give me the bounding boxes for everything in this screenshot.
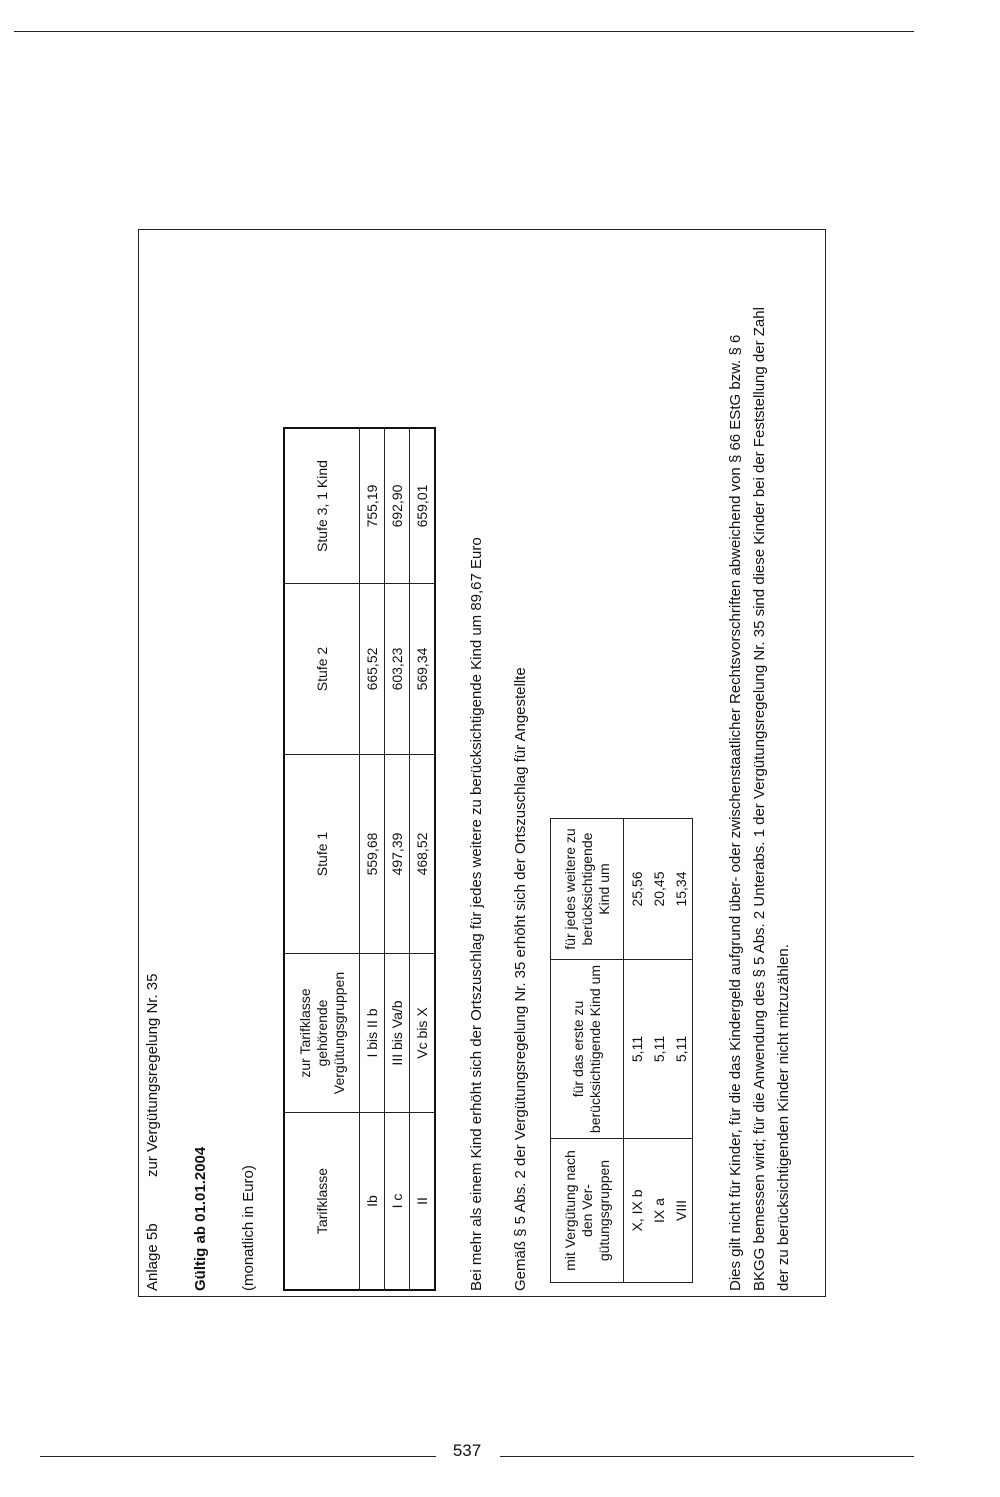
table-cell: 692,90 [385, 428, 410, 584]
table-cell: 603,23 [385, 584, 410, 755]
table-cell: III bis Va/b [385, 954, 410, 1113]
col-header: für jedes weitere zu berücksichtigende Kind um [551, 819, 624, 960]
tarif-table [283, 427, 436, 1291]
table-cell: Ib [360, 1113, 385, 1291]
table-row [624, 819, 693, 1283]
footnote: Dies gilt nicht für Kinder, für die das Kindergeld aufgrund über- oder zwischenstaatlicher Rechtsvorschriften abweichend von § 66 EStG bzw. § 6 BKGG bemessen wird; für die Anwendung des § 5 Abs. 2 Unterabs. 1 der Vergütungsregelung Nr. 35 sind diese Kinder bei der Feststellung der Zahl der zu berücksichtigenden Kinder nicht mitzuzählen. [727, 307, 792, 1291]
col-header: Stufe 1 [284, 755, 360, 954]
table-cell: X, IX b [629, 1189, 645, 1232]
table-cell: 25,56 [629, 871, 645, 907]
table-row [410, 428, 436, 1290]
table-cell: 5,11 [651, 1035, 667, 1063]
bottom-rule-left [40, 1456, 436, 1457]
table-cell: I bis II b [360, 954, 385, 1113]
table-header-row [284, 428, 360, 1290]
col-first-child [624, 960, 693, 1139]
col-further-children [624, 819, 693, 960]
table-cell: 5,11 [673, 1035, 689, 1063]
col-header: Stufe 3, 1 Kind [284, 428, 360, 584]
table-row [385, 428, 410, 1290]
table-cell: 497,39 [385, 755, 410, 954]
table-cell: VIII [673, 1200, 689, 1222]
page-number: 537 [452, 1441, 482, 1460]
col-groups [624, 1139, 693, 1283]
note-additional-child: Bei mehr als einem Kind erhöht sich der Ortszuschlag für jedes weitere zu berücksichtigende Kind um 89,67 Euro [468, 537, 485, 1291]
col-header: für das erste zu berücksichtigende Kind um [551, 960, 624, 1139]
table-cell: 20,45 [651, 871, 667, 907]
bottom-rule-right [500, 1456, 914, 1457]
rotated-content [138, 229, 826, 1297]
table-cell: IX a [651, 1198, 667, 1223]
table-cell: I c [385, 1113, 410, 1291]
table-cell: Vc bis X [410, 954, 436, 1113]
note-section-5: Gemäß § 5 Abs. 2 der Vergütungsregelung Nr. 35 erhöht sich der Ortszuschlag für Angestellte [512, 667, 529, 1291]
table-cell: 665,52 [360, 584, 385, 755]
table-cell: II [410, 1113, 436, 1291]
table-cell: 659,01 [410, 428, 436, 584]
surcharge-table [550, 818, 693, 1283]
table-cell: 5,11 [629, 1035, 645, 1063]
col-header: Tarifklasse [284, 1113, 360, 1291]
table-cell: 755,19 [360, 428, 385, 584]
valid-from: Gültig ab 01.01.2004 [192, 1146, 209, 1291]
annex-title: zur Vergütungsregelung Nr. 35 [144, 973, 161, 1177]
top-rule [14, 31, 914, 32]
table-header-row [551, 819, 624, 1283]
table-cell: 468,52 [410, 755, 436, 954]
table-row [360, 428, 385, 1290]
table-cell: 559,68 [360, 755, 385, 954]
annex-label: Anlage 5b [144, 1223, 161, 1291]
table-cell: 15,34 [673, 871, 689, 907]
table-cell: 569,34 [410, 584, 436, 755]
unit-note: (monatlich in Euro) [240, 1165, 257, 1291]
col-header: Stufe 2 [284, 584, 360, 755]
col-header: zur Tarifklasse gehörende Vergütungsgruppen [284, 954, 360, 1113]
col-header: mit Vergütung nach den Ver-gütungsgruppen [551, 1139, 624, 1283]
